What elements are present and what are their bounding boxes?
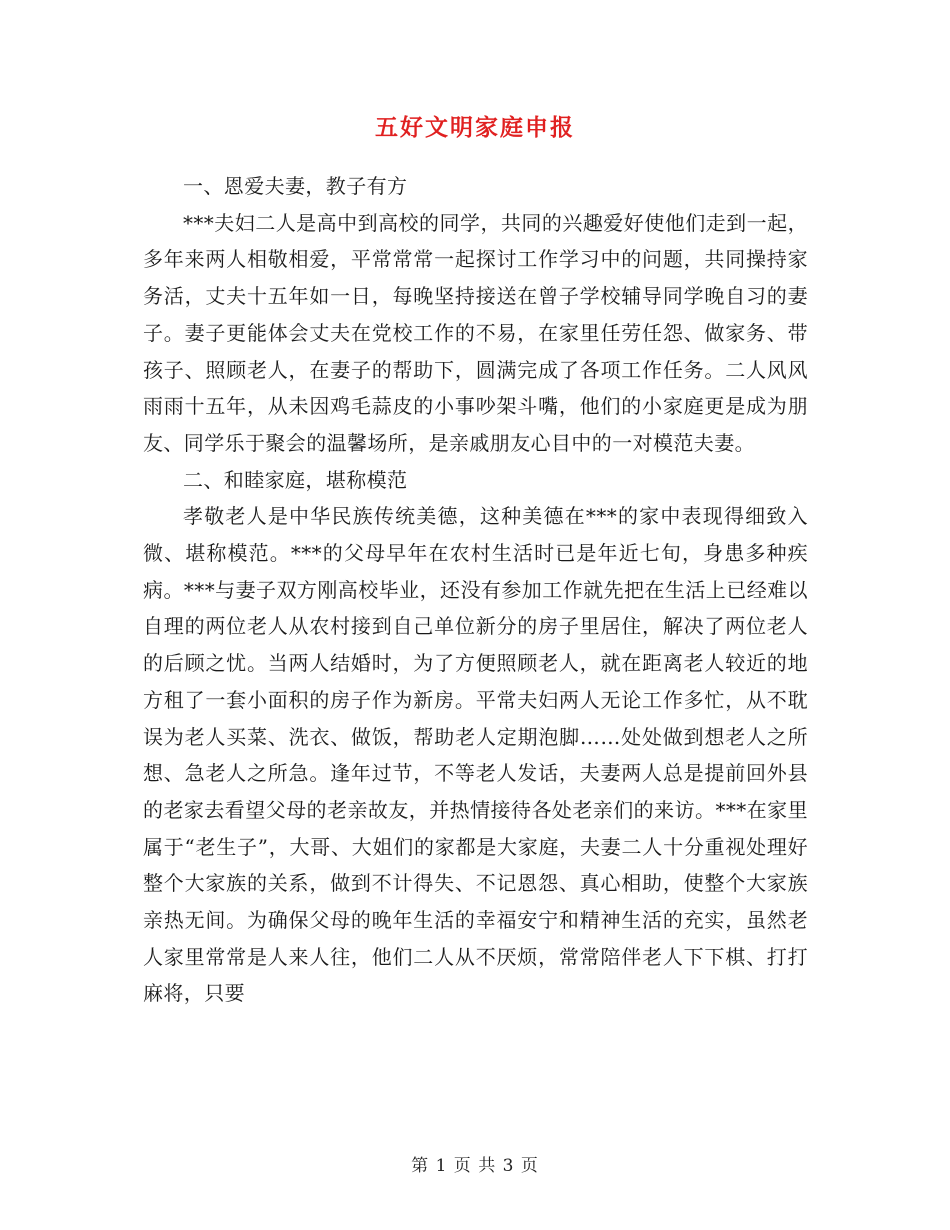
paragraph-family: 孝敬老人是中华民族传统美德，这种美德在***的家中表现得细致入微、堪称模范。***的父母早年在农村生活时已是年近七旬，身患多种疾病。***与妻子双方刚高校毕业，还没有参加工作就先把在生活上已经难以自理的两位老人从农村接到自己单位新分的房子里居住，解决了两位老人的后顾之忧。当两人结婚时，为了方便照顾老人，就在距离老人较近的地方租了一套小面积的房子作为新房。平常夫妇两人无论工作多忙，从不耽误为老人买菜、洗衣、做饭，帮助老人定期泡脚……处处做到想老人之所想、急老人之所急。逢年过节，不等老人发话，夫妻两人总是提前回外县的老家去看望父母的老亲故友，并热情接待各处老亲们的来访。***在家里属于“老生子”，大哥、大姐们的家都是大家庭，夫妻二人十分重视处理好整个大家族的关系，做到不计得失、不记恩怨、真心相助，使整个大家族亲热无间。为确保父母的晚年生活的幸福安宁和精神生活的充实，虽然老人家里常常是人来人往，他们二人从不厌烦，常常陪伴老人下下棋、打打麻将，只要 — [143, 504, 808, 1006]
page-title: 五好文明家庭申报 — [375, 114, 575, 141]
paragraph-couple: ***夫妇二人是高中到高校的同学，共同的兴趣爱好使他们走到一起，多年来两人相敬相爱，平常常常一起探讨工作学习中的问题，共同操持家务活，丈夫十五年如一日，每晚坚持接送在曾子学校辅导同学晚自习的妻子。妻子更能体会丈夫在党校工作的不易，在家里任劳任怨、做家务、带孩子、照顾老人，在妻子的帮助下，圆满完成了各项工作任务。二人风风雨雨十五年，从未因鸡毛蒜皮的小事吵架斗嘴，他们的小家庭更是成为朋友、同学乐于聚会的温馨场所，是亲戚朋友心目中的一对模范夫妻。 — [143, 210, 808, 455]
section-heading-2: 二、和睦家庭，堪称模范 — [183, 467, 408, 492]
section-heading-1: 一、恩爱夫妻，教子有方 — [183, 174, 408, 198]
document-body — [143, 168, 808, 1012]
page-footer: 第 1 页 共 3 页 — [411, 1156, 539, 1176]
